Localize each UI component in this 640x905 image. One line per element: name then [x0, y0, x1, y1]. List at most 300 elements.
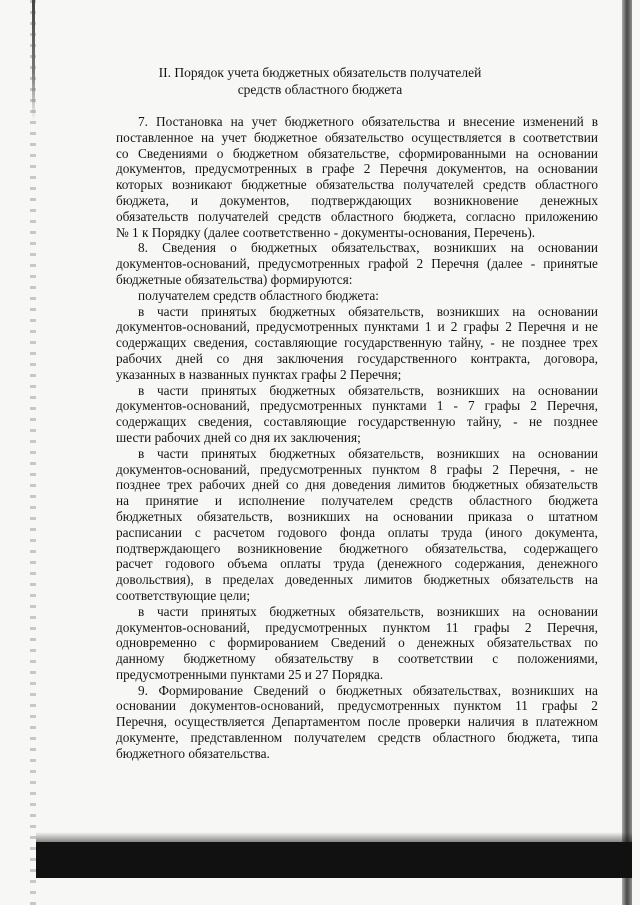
- body-word: бюджетного: [339, 540, 409, 556]
- body-word: тайну,: [448, 335, 484, 351]
- body-word: Постановка: [156, 114, 223, 129]
- body-word: и: [447, 114, 456, 129]
- body-line: [116, 525, 598, 541]
- body-line: [116, 414, 598, 430]
- body-word: обязательств,: [348, 603, 424, 619]
- body-word: годового: [277, 524, 328, 540]
- body-word: и: [437, 319, 445, 335]
- body-word: возникших: [436, 382, 500, 398]
- body-word: обязательств,: [348, 303, 424, 319]
- body-word: документов-оснований,: [116, 619, 250, 635]
- scan-left-mark: [32, 0, 35, 120]
- body-word: графой: [368, 256, 409, 272]
- body-word: изменений: [522, 114, 584, 129]
- body-line: получателем средств областного бюджета:: [138, 287, 379, 303]
- body-word: 1: [424, 319, 432, 335]
- body-word: довольствия),: [116, 572, 194, 588]
- body-word: государственную: [344, 335, 442, 351]
- body-line: [116, 651, 598, 667]
- document-body: [116, 114, 598, 762]
- body-word: средств: [482, 177, 526, 193]
- body-word: бюджетных: [269, 382, 336, 398]
- body-word: оплаты: [280, 556, 321, 572]
- body-word: оплаты: [387, 524, 429, 540]
- body-line: [116, 509, 598, 525]
- body-word: на: [510, 240, 524, 256]
- body-word: подтверждающего: [116, 540, 221, 556]
- body-line: [116, 161, 598, 177]
- section-heading-line-2: средств областного бюджета: [237, 82, 403, 97]
- body-word: бюджетных: [269, 303, 336, 319]
- body-word: содержащих: [116, 414, 187, 430]
- body-line: [116, 114, 598, 130]
- body-word: графы: [463, 319, 500, 335]
- body-word: 7: [467, 398, 475, 414]
- body-line: [116, 256, 598, 272]
- body-word: Перечня: [431, 256, 479, 272]
- body-word: предусмотренных: [260, 461, 363, 477]
- body-line: [116, 193, 598, 209]
- body-word: одновременно: [116, 635, 197, 651]
- body-word: получателем: [294, 730, 366, 746]
- body-word: и: [214, 493, 223, 509]
- body-word: бюджетных: [251, 240, 318, 256]
- body-word: -: [453, 398, 458, 414]
- body-word: на: [512, 303, 526, 319]
- body-word: документе,: [116, 730, 179, 746]
- body-word: областного: [535, 177, 598, 193]
- body-word: составляющие: [263, 414, 347, 430]
- body-word: на: [365, 508, 379, 524]
- body-word: основании: [537, 161, 598, 177]
- body-line: [116, 683, 598, 699]
- body-word: денежного: [537, 556, 598, 572]
- body-word: возникших: [433, 240, 497, 256]
- body-word: на: [515, 161, 529, 177]
- body-word: содержащих: [116, 335, 187, 351]
- body-word: пунктом: [382, 619, 431, 635]
- body-word: на: [512, 445, 526, 461]
- body-word: областного: [330, 208, 394, 224]
- body-line: [116, 541, 598, 557]
- body-word: бюджетных: [269, 445, 336, 461]
- body-line: [116, 620, 598, 636]
- body-line: [116, 319, 598, 335]
- body-line: [116, 556, 598, 572]
- body-word: сформированными: [398, 145, 507, 161]
- body-word: фонда: [339, 524, 375, 540]
- body-line: [116, 462, 598, 478]
- body-word: трех: [167, 477, 193, 493]
- body-word: -: [513, 414, 518, 430]
- body-word: бюджетного: [284, 114, 354, 129]
- body-word: соответствии: [522, 129, 598, 145]
- body-word: возникших: [287, 508, 351, 524]
- body-line: [116, 335, 598, 351]
- body-word: в: [372, 651, 379, 667]
- body-word: (иного: [485, 524, 523, 540]
- body-word: возникновение: [433, 192, 519, 208]
- body-word: положениями,: [517, 651, 598, 667]
- body-word: Перечня: [517, 319, 566, 335]
- body-word: обязательств,: [348, 445, 424, 461]
- section-heading: [150, 64, 490, 98]
- body-word: проверки: [407, 714, 461, 730]
- body-word: доведенных: [285, 572, 354, 588]
- body-word: согласно: [465, 208, 516, 224]
- body-word: бюджетных: [452, 477, 519, 493]
- body-word: 7.: [138, 114, 148, 129]
- body-word: Перечня,: [509, 461, 561, 477]
- body-word: Департаментом: [272, 714, 361, 730]
- body-word: позднее: [521, 335, 567, 351]
- body-line: [116, 493, 598, 509]
- body-word: в: [138, 303, 145, 319]
- body-line: [116, 304, 598, 320]
- body-line: [116, 730, 598, 746]
- body-word: контракта,: [470, 350, 531, 366]
- body-word: о: [216, 145, 224, 161]
- body-word: с: [492, 651, 499, 667]
- body-word: денежных: [417, 635, 475, 651]
- body-word: штатном: [548, 508, 598, 524]
- body-word: учет: [251, 114, 277, 129]
- body-word: обязательствах: [487, 635, 572, 651]
- body-word: документов-оснований,: [116, 319, 250, 335]
- body-word: графе: [321, 161, 355, 177]
- body-word: средств: [278, 208, 322, 224]
- body-word: со: [216, 350, 230, 366]
- body-word: государственную: [357, 414, 456, 430]
- body-word: принятые: [543, 256, 598, 272]
- body-word: о: [526, 508, 534, 524]
- body-word: документов-оснований,: [116, 461, 250, 477]
- body-word: областного: [469, 493, 532, 509]
- body-line: бюджетные обязательства) формируются:: [116, 271, 353, 287]
- body-word: обязательств: [525, 477, 598, 493]
- body-word: обязательству: [274, 651, 354, 667]
- body-line: [116, 130, 598, 146]
- body-word: сведения,: [198, 414, 253, 430]
- body-word: Сведения: [162, 240, 216, 256]
- body-word: средств: [409, 493, 453, 509]
- body-word: (далее: [486, 256, 523, 272]
- body-word: приложению: [525, 208, 598, 224]
- body-line: [116, 446, 598, 462]
- body-word: сведения,: [193, 335, 248, 351]
- body-word: осуществляется: [174, 714, 265, 730]
- body-word: на: [200, 129, 214, 145]
- body-word: в: [138, 445, 145, 461]
- body-word: документа,: [535, 524, 598, 540]
- body-word: доведения: [332, 477, 391, 493]
- body-line: [116, 146, 598, 162]
- scan-bottom-bar: [36, 842, 632, 878]
- body-word: Перечня,: [547, 398, 598, 414]
- body-word: принятых: [201, 382, 257, 398]
- body-word: принятых: [201, 603, 257, 619]
- body-line: [116, 572, 598, 588]
- body-word: данному: [116, 651, 165, 667]
- body-word: в: [591, 114, 598, 129]
- body-word: объема: [227, 556, 268, 572]
- body-word: не: [584, 461, 598, 477]
- body-word: документов-оснований,: [189, 698, 324, 714]
- body-word: части: [156, 445, 189, 461]
- body-word: бюджетному: [183, 651, 256, 667]
- body-word: после: [367, 714, 401, 730]
- body-word: графы: [484, 398, 521, 414]
- body-word: документов-оснований,: [116, 256, 250, 272]
- body-word: обязательствах,: [412, 682, 502, 698]
- body-word: со: [116, 145, 129, 161]
- section-heading-line-1: II. Порядок учета бюджетных обязательств получателей: [158, 65, 482, 80]
- body-word: составляющие: [254, 335, 338, 351]
- body-word: учет: [221, 129, 247, 145]
- body-line: [116, 604, 598, 620]
- body-word: заключения: [276, 350, 344, 366]
- body-word: бюджетном: [232, 145, 299, 161]
- body-word: пунктами: [372, 398, 427, 414]
- body-word: на: [230, 114, 244, 129]
- body-line: [116, 398, 598, 414]
- body-word: получателем: [321, 493, 394, 509]
- body-word: предусмотренных: [257, 256, 361, 272]
- body-word: 8.: [138, 240, 148, 256]
- body-line: [116, 714, 598, 730]
- body-word: на: [584, 572, 598, 588]
- body-word: возникновение: [237, 540, 323, 556]
- body-word: части: [156, 382, 189, 398]
- body-word: предусмотренных: [194, 161, 297, 177]
- body-word: трех: [572, 335, 598, 351]
- body-line: бюджетного обязательства.: [116, 745, 270, 761]
- body-word: 2: [524, 619, 532, 635]
- body-word: предусмотренных: [256, 319, 359, 335]
- body-word: поставленное: [116, 129, 194, 145]
- body-word: части: [156, 603, 189, 619]
- body-line: соответствующие цели;: [116, 587, 251, 603]
- body-word: государственного: [357, 350, 457, 366]
- body-word: Перечня,: [116, 714, 167, 730]
- body-line: [116, 477, 598, 493]
- body-word: основании: [537, 382, 598, 398]
- body-word: о: [230, 240, 237, 256]
- body-line: предусмотренными пунктами 25 и 27 Порядка.: [116, 666, 384, 682]
- body-word: бюджета: [548, 493, 598, 509]
- body-word: обязательствах,: [331, 240, 420, 256]
- body-word: возникших: [436, 445, 500, 461]
- body-word: обязательств: [501, 572, 574, 588]
- body-word: возникших: [511, 682, 575, 698]
- body-word: и: [571, 319, 579, 335]
- body-line: [116, 383, 598, 399]
- body-word: в: [205, 572, 212, 588]
- body-word: наличия: [467, 714, 515, 730]
- body-word: на: [116, 493, 130, 509]
- body-word: 2: [505, 319, 512, 335]
- body-word: графы: [446, 461, 483, 477]
- body-word: Сведений: [253, 682, 309, 698]
- body-word: средств: [377, 730, 421, 746]
- body-word: бюджетные: [241, 177, 307, 193]
- body-word: Сведений: [330, 635, 386, 651]
- body-word: 2: [450, 319, 458, 335]
- body-word: обязательств,: [348, 382, 424, 398]
- body-word: областного: [432, 730, 496, 746]
- body-word: позднее: [553, 414, 598, 430]
- body-word: бюджетных: [116, 508, 183, 524]
- body-word: основании: [537, 303, 598, 319]
- body-line: [116, 698, 598, 714]
- body-word: основании: [537, 603, 598, 619]
- body-word: 11: [515, 698, 528, 714]
- body-word: лимитов: [364, 572, 413, 588]
- body-word: основании: [537, 240, 598, 256]
- body-word: Сведениями: [138, 145, 208, 161]
- body-line: [116, 209, 598, 225]
- body-line: [116, 351, 598, 367]
- body-line: [116, 177, 598, 193]
- body-word: пределах: [222, 572, 274, 588]
- body-word: 9.: [138, 682, 148, 698]
- body-word: соответствии: [397, 651, 474, 667]
- body-word: о: [318, 682, 326, 698]
- body-word: в: [138, 603, 145, 619]
- body-line: шести рабочих дней со дня их заключения;: [116, 429, 361, 445]
- body-word: 2: [416, 256, 424, 272]
- body-word: дней: [252, 477, 280, 493]
- body-word: с: [209, 635, 216, 651]
- body-word: о: [398, 635, 405, 651]
- body-word: Перечня,: [546, 619, 598, 635]
- body-word: 2: [530, 398, 537, 414]
- body-word: расписании: [116, 524, 182, 540]
- scan-left-edge: [30, 0, 36, 905]
- body-word: труда: [441, 524, 473, 540]
- body-word: не: [528, 414, 542, 430]
- body-word: содержащего: [523, 540, 598, 556]
- body-word: возникших: [436, 303, 500, 319]
- body-word: основании: [393, 508, 454, 524]
- body-word: документов,: [116, 161, 186, 177]
- body-word: основании: [537, 445, 598, 461]
- body-word: исполнение: [238, 493, 305, 509]
- body-word: пунктами: [364, 319, 419, 335]
- body-line: указанных в названных пунктах графы 2 Перечня;: [116, 366, 402, 382]
- body-word: на: [584, 682, 598, 698]
- body-word: 1: [436, 398, 444, 414]
- body-word: осуществляется: [411, 129, 502, 145]
- body-word: обязательств: [116, 208, 189, 224]
- body-word: не: [584, 319, 598, 335]
- body-word: обязательстве,: [307, 145, 390, 161]
- scan-right-edge: [622, 0, 632, 905]
- body-word: дня: [243, 350, 264, 366]
- body-word: принятых: [201, 445, 257, 461]
- body-word: на: [515, 145, 529, 161]
- body-word: бюджета,: [403, 208, 457, 224]
- body-word: бюджета,: [507, 730, 561, 746]
- body-word: расчетом: [213, 524, 265, 540]
- body-word: бюджетных: [269, 603, 336, 619]
- body-word: бюджета,: [116, 192, 169, 208]
- body-word: бюджетных: [423, 572, 490, 588]
- body-word: труда: [333, 556, 365, 572]
- body-word: Формирование: [158, 682, 244, 698]
- body-word: обязательств,: [197, 508, 273, 524]
- body-word: Перечня: [379, 161, 428, 177]
- body-word: рабочих: [116, 350, 163, 366]
- body-word: позднее: [116, 477, 161, 493]
- body-word: 2: [363, 161, 371, 177]
- body-word: (денежного: [377, 556, 442, 572]
- body-word: денежных: [540, 192, 598, 208]
- body-word: -: [570, 461, 575, 477]
- body-word: графы: [473, 619, 510, 635]
- body-word: пунктом: [453, 698, 502, 714]
- body-word: обязательства: [361, 114, 440, 129]
- body-word: по: [584, 635, 598, 651]
- body-word: пунктом: [372, 461, 420, 477]
- body-word: в: [138, 382, 145, 398]
- body-word: 2: [492, 461, 500, 477]
- body-line: [116, 635, 598, 651]
- body-word: с: [194, 524, 201, 540]
- body-word: возникших: [436, 603, 500, 619]
- body-word: в: [306, 161, 313, 177]
- body-line: [116, 240, 598, 256]
- body-word: документов-оснований,: [116, 398, 250, 414]
- body-word: принятых: [201, 303, 257, 319]
- body-word: основании: [537, 145, 598, 161]
- body-word: получателей: [403, 177, 474, 193]
- body-word: тайну,: [466, 414, 502, 430]
- body-word: принятие: [145, 493, 199, 509]
- body-word: документов,: [436, 161, 507, 177]
- body-word: бюджетных: [336, 682, 403, 698]
- body-word: типа: [572, 730, 598, 746]
- body-word: предусмотренных: [265, 619, 368, 635]
- body-word: получателей: [198, 208, 269, 224]
- body-word: не: [501, 335, 515, 351]
- body-word: обязательства: [315, 177, 395, 193]
- body-word: годового: [165, 556, 215, 572]
- body-word: 2: [591, 698, 598, 714]
- body-word: приказа: [467, 508, 513, 524]
- body-word: договора,: [544, 350, 598, 366]
- body-word: 11: [445, 619, 459, 635]
- body-word: рабочих: [199, 477, 246, 493]
- body-word: формированием: [227, 635, 319, 651]
- body-word: внесение: [463, 114, 515, 129]
- body-word: графы: [541, 698, 578, 714]
- body-word: дней: [175, 350, 203, 366]
- body-word: бюджетное: [254, 129, 318, 145]
- body-word: дня: [305, 477, 326, 493]
- body-word: которых: [116, 177, 163, 193]
- body-word: содержания,: [454, 556, 525, 572]
- body-word: предусмотренных: [259, 398, 363, 414]
- body-word: расчет: [116, 556, 153, 572]
- body-word: на: [512, 382, 526, 398]
- body-word: платежном: [535, 714, 598, 730]
- body-word: -: [490, 335, 495, 351]
- body-word: лимитов: [397, 477, 446, 493]
- body-word: со: [286, 477, 299, 493]
- body-word: документов,: [219, 192, 290, 208]
- body-word: основании: [116, 698, 176, 714]
